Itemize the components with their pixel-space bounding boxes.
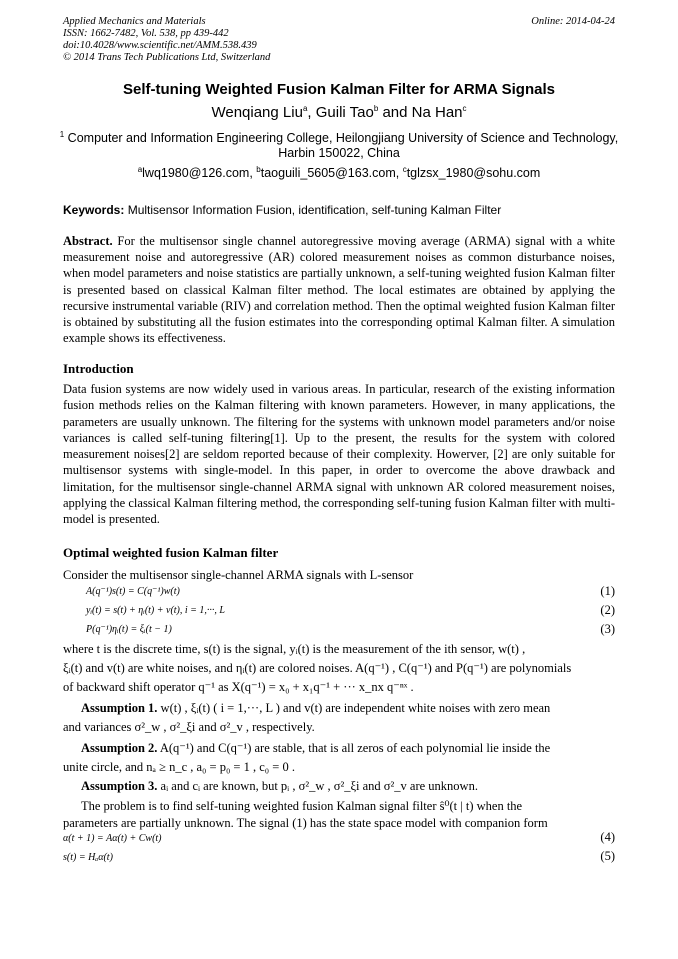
- email-sup: c: [402, 164, 407, 174]
- publication-info: [63, 16, 270, 64]
- assumption-2: [63, 740, 615, 756]
- author-name: , Guili Tao: [307, 104, 374, 121]
- equation-5: s(t) = Hₐα(t): [63, 852, 113, 863]
- author-list: [40, 104, 638, 121]
- email: tglzsx_1980@sohu.com: [406, 166, 541, 180]
- assumption-label: Assumption 1.: [81, 701, 158, 715]
- email-list: [40, 166, 638, 180]
- copyright-line: © 2014 Trans Tech Publications Ltd, Switzerland: [63, 52, 271, 63]
- assumption-text: w(t) , ξᵢ(t) ( i = 1,···, L ) and v(t) are independent white noises with zero mean: [157, 701, 551, 715]
- email-sup: b: [256, 164, 261, 174]
- affiliation-text: Computer and Information Engineering College, Heilongjiang University of Science and Technology, Harbin 150022, China: [64, 131, 619, 160]
- equation-number: (4): [600, 830, 615, 844]
- affiliation: [40, 131, 638, 161]
- keywords: [63, 203, 615, 217]
- assumption-label: Assumption 2.: [81, 741, 158, 755]
- assumption-1: [63, 700, 615, 716]
- author-sup: c: [462, 104, 467, 113]
- email: taoguili_5605@163.com,: [260, 166, 403, 180]
- equation-2: yᵢ(t) = s(t) + ηᵢ(t) + v(t), i = 1,···, L: [86, 605, 225, 616]
- section-heading-introduction: Introduction: [63, 361, 134, 376]
- doi-line: doi:10.4028/www.scientific.net/AMM.538.439: [63, 40, 257, 51]
- issn-line: ISSN: 1662-7482, Vol. 538, pp 439-442: [63, 28, 229, 39]
- affiliation-mark: 1: [59, 129, 65, 139]
- equation-number: (1): [600, 584, 615, 598]
- author-name: and Na Han: [378, 104, 463, 121]
- assumption-3: [63, 778, 615, 794]
- equation-number: (3): [600, 622, 615, 636]
- keywords-text: Multisensor Information Fusion, identification, self-tuning Kalman Filter: [124, 203, 502, 217]
- author-sup: b: [373, 104, 379, 113]
- email: lwq1980@126.com,: [142, 166, 257, 180]
- email-sup: a: [137, 164, 143, 174]
- paragraph-line: unite circle, and nₐ ≥ n_c , a₀ = p₀ = 1 , c₀ = 0 .: [63, 760, 295, 774]
- paragraph-line: parameters are partially unknown. The signal (1) has the state space model with companion form: [63, 816, 548, 830]
- assumption-label: Assumption 3.: [81, 779, 158, 793]
- abstract: [63, 233, 615, 346]
- online-date: Online: 2014-04-24: [531, 16, 615, 27]
- equation-3: P(q⁻¹)ηᵢ(t) = ξᵢ(t − 1): [86, 624, 172, 635]
- keywords-label: Keywords:: [63, 203, 125, 217]
- section-intro-text: Consider the multisensor single-channel ARMA signals with L-sensor: [63, 568, 414, 582]
- section-heading-fusion: Optimal weighted fusion Kalman filter: [63, 545, 279, 560]
- introduction-paragraph: Data fusion systems are now widely used in various areas. In particular, research of the existing information fusion methods relies on the Kalman filtering with known parameters. However, in many applications, the parameters are usually unknown. The filtering for the systems with unknown model parameters and/or noise variances is called self-tuning filtering[1]. Up to the present, the results for the system with colored measurement noises[2] are seldom reported because of their complexity. Howerver, [2] are only suitable for multisensor systems with single-model. In this paper, in order to overcome the above drawback and limitation, for the multisensor single-channel ARMA signal with unknown AR colored measurement noises, applying the classical Kalman filtering method, the corresponding self-tuning fusion Kalman filter with multi-model is presented.: [63, 382, 615, 527]
- journal-name: Applied Mechanics and Materials: [63, 16, 206, 27]
- abstract-label: Abstract.: [63, 234, 113, 248]
- equation-number: (5): [600, 849, 615, 863]
- paper-title: Self-tuning Weighted Fusion Kalman Filter for ARMA Signals: [123, 81, 555, 98]
- author-sup: a: [302, 104, 308, 113]
- assumption-text: aᵢ and cᵢ are known, but pᵢ , σ²_w , σ²_ξi and σ²_v are unknown.: [157, 779, 478, 793]
- equation-number: (2): [600, 603, 615, 617]
- abstract-text: For the multisensor single channel autoregressive moving average (ARMA) signal with a white measurement noise and autoregressive (AR) colored measurement noises as common disturbance noises, when model parameters and noise statistics are partially unknown, a self-tuning weighted fusion Kalman filter is presented based on classical Kalman filter method. The local estimates are obtained by applying the recursive instrumental variable (RIV) and correlation method. Then the optimal weighted fusion Kalman filter is obtained by substituting all the fusion estimates into the corresponding optimal Kalman filter. A simulation example shows its effectiveness.: [63, 234, 615, 346]
- paragraph-line: The problem is to find self-tuning weighted fusion Kalman signal filter ŝ⁰(t | t) when the: [81, 799, 523, 813]
- paragraph-line: where t is the discrete time, s(t) is the signal, yᵢ(t) is the measurement of the ith sensor, w(t) ,: [63, 642, 526, 656]
- author-name: Wenqiang Liu: [211, 104, 303, 121]
- paragraph-line: of backward shift operator q⁻¹ as X(q⁻¹) = x₀ + x₁q⁻¹ + ··· x_nx q⁻ⁿˣ .: [63, 680, 414, 694]
- assumption-text: A(q⁻¹) and C(q⁻¹) are stable, that is all zeros of each polynomial lie inside the: [157, 741, 551, 755]
- paragraph-line: ξᵢ(t) and v(t) are white noises, and ηᵢ(t) are colored noises. A(q⁻¹) , C(q⁻¹) and P(q⁻¹) are polynomials: [63, 661, 572, 675]
- equation-4: α(t + 1) = Aα(t) + Cw(t): [63, 833, 162, 844]
- paragraph-line: and variances σ²_w , σ²_ξi and σ²_v , respectively.: [63, 720, 315, 734]
- equation-1: A(q⁻¹)s(t) = C(q⁻¹)w(t): [86, 586, 180, 597]
